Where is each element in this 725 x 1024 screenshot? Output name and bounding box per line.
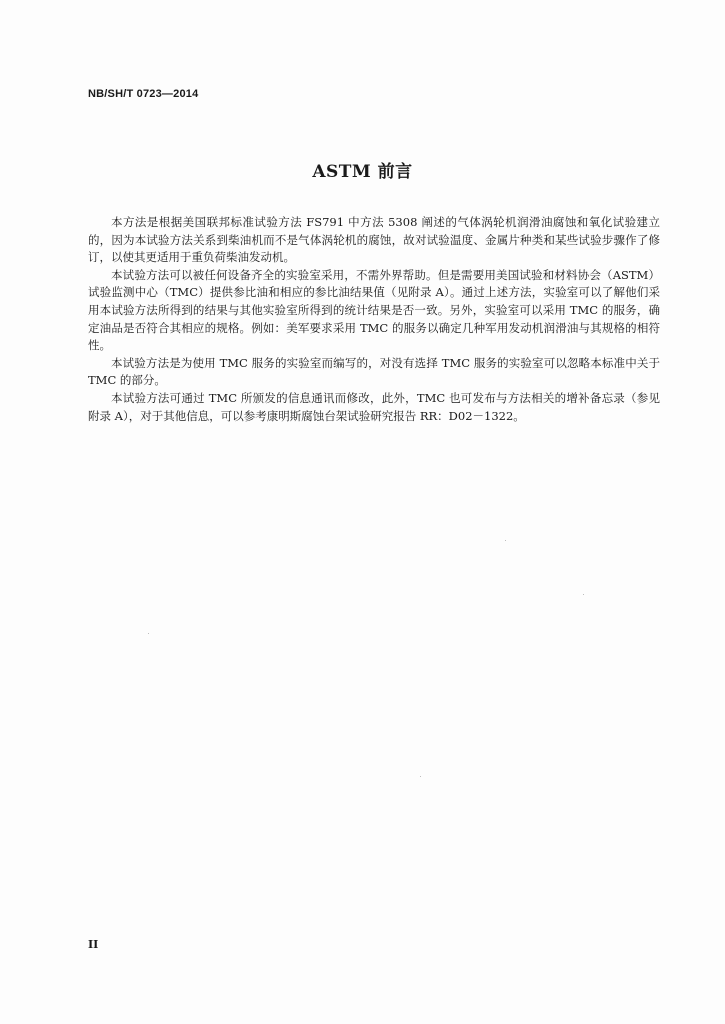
scan-speck <box>420 776 421 777</box>
paragraph-4: 本试验方法可通过 TMC 所颁发的信息通讯而修改，此外，TMC 也可发布与方法相关的增补备忘录（参见附录 A），对于其他信息，可以参考康明斯腐蚀台架试验研究报告 RR：D02－1322。 <box>88 390 660 423</box>
paragraph-1: 本方法是根据美国联邦标准试验方法 FS791 中方法 5308 阐述的气体涡轮机润滑油腐蚀和氧化试验建立的，因为本试验方法关系到柴油机而不是气体涡轮机的腐蚀，故对试验温度、金属片种类和某些试验步骤作了修订，以使其更适用于重负荷柴油发动机。 <box>88 215 660 265</box>
scan-speck <box>505 540 506 541</box>
paragraph-2: 本试验方法可以被任何设备齐全的实验室采用，不需外界帮助。但是需要用美国试验和材料协会（ASTM）试验监测中心（TMC）提供参比油和相应的参比油结果值（见附录 A）。通过上述方法，实验室可以了解他们采用本试验方法所得到的结果与其他实验室所得到的统计结果是否一致。另外，实验室可以采用 TMC 的服务，确定油品是否符合其相应的规格。例如：美军要求采用 TMC 的服务以确定几种军用发动机润滑油与其规格的相符性。 <box>88 267 660 353</box>
paragraph-3: 本试验方法是为使用 TMC 服务的实验室而编写的，对没有选择 TMC 服务的实验室可以忽略本标准中关于 TMC 的部分。 <box>88 355 660 388</box>
standard-code-header: NB/SH/T 0723—2014 <box>88 88 199 100</box>
page-title: ASTM 前言 <box>312 162 413 182</box>
page-number: II <box>88 938 99 951</box>
scan-speck <box>148 633 149 634</box>
foreword-body <box>88 214 660 425</box>
scan-speck <box>583 594 584 595</box>
